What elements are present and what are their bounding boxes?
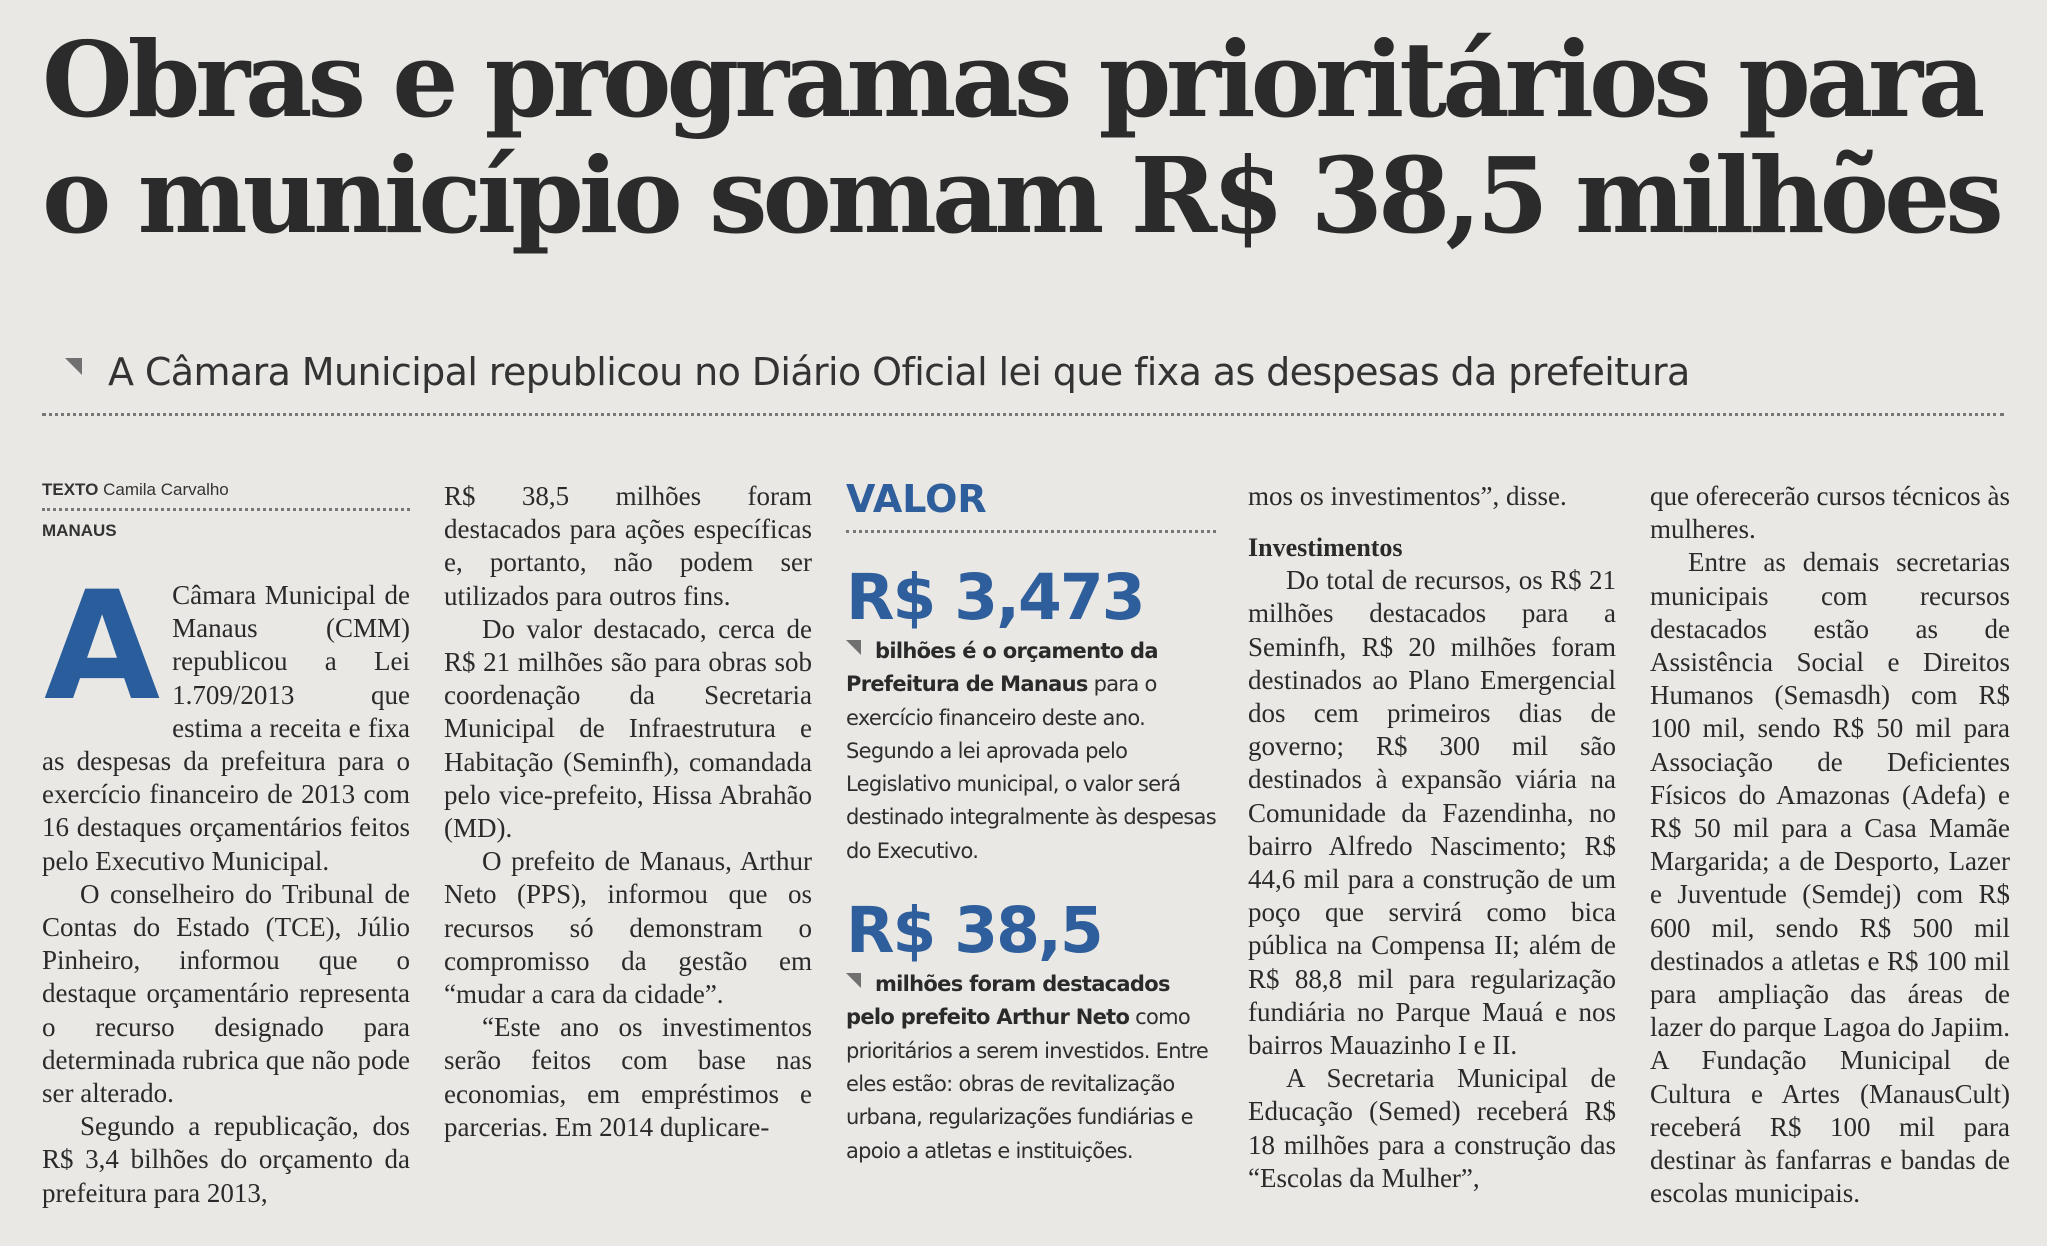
section-heading: Investimentos bbox=[1248, 533, 1403, 563]
article-column-2 bbox=[444, 480, 812, 1144]
headline-line-1: Obras e programas prioritários para bbox=[42, 18, 1981, 141]
paragraph: Entre as demais secretarias municipais com recursos destacados estão as de Assistência Social e Direitos Humanos (Semasdh) com R$ 100 mil, sendo R$ 50 mil para Associação de Deficientes Físicos do Amazonas (Adefa) e R$ 50 mil para a Casa Mamãe Margarida; a de Desporto, Lazer e Juventude (Semdej) com R$ 600 mil, sendo R$ 500 mil destinados a atletas e R$ 100 mil para ampliação das áreas de lazer do parque Lagoa do Japiim. A Fundação Municipal de Cultura e Artes (ManausCult) receberá R$ 100 mil para destinar às fanfarras e bandas de escolas municipais. bbox=[1650, 547, 2010, 1209]
byline bbox=[42, 480, 410, 500]
triangle-bullet-icon bbox=[846, 973, 861, 988]
paragraph: A Câmara Municipal de Manaus (CMM) republicou a Lei 1.709/2013 que estima a receita e fixa as despesas da prefeitura para o exercício financeiro de 2013 com 16 destaques orçamentários feitos pelo Executivo Municipal. bbox=[42, 560, 410, 876]
fact-value-1: R$ 3,473 bbox=[846, 561, 1144, 634]
subheadline bbox=[65, 348, 2025, 396]
sidebar-divider bbox=[846, 530, 1216, 533]
fact-value-2: R$ 38,5 bbox=[846, 894, 1102, 968]
article-column-1 bbox=[42, 480, 410, 1210]
paragraph: Segundo a republicação, dos R$ 3,4 bilhões do orçamento da prefeitura para 2013, bbox=[42, 1111, 410, 1208]
dotted-divider bbox=[42, 413, 2004, 416]
article-column-5 bbox=[1650, 480, 2010, 1210]
byline-label: TEXTO bbox=[42, 480, 99, 499]
triangle-bullet-icon bbox=[65, 358, 82, 375]
headline-line-2: o município somam R$ 38,5 milhões bbox=[42, 134, 1999, 257]
byline-author: Camila Carvalho bbox=[103, 480, 229, 499]
fact-text-2: milhões foram destacados pelo prefeito Arthur Neto como prioritários a serem investidos. Entre eles estão: obras de revitalização urbana, regularizações fundiárias e apoio a atletas e instituições. bbox=[846, 972, 1209, 1163]
paragraph: mos os investimentos”, disse. bbox=[1248, 481, 1567, 511]
article-column-4 bbox=[1248, 480, 1616, 1195]
drop-cap: A bbox=[44, 560, 161, 734]
paragraph: O conselheiro do Tribunal de Contas do Estado (TCE), Júlio Pinheiro, informou que o destaque orçamentário representa o recurso designado para determinada rubrica que não pode ser alterado. bbox=[42, 878, 410, 1109]
byline-divider bbox=[42, 508, 410, 511]
triangle-bullet-icon bbox=[846, 640, 861, 655]
value-sidebar bbox=[846, 478, 1216, 1168]
subheadline-text: A Câmara Municipal republicou no Diário Oficial lei que fixa as despesas da prefeitura bbox=[108, 350, 1690, 394]
paragraph: O prefeito de Manaus, Arthur Neto (PPS), informou que os recursos só demonstram o compromisso da gestão em “mudar a cara da cidade”. bbox=[444, 846, 812, 1010]
paragraph: “Este ano os investimentos serão feitos com base nas economias, em empréstimos e parcerias. Em 2014 duplicare- bbox=[444, 1012, 812, 1142]
headline bbox=[42, 18, 2002, 257]
paragraph: A Secretaria Municipal de Educação (Semed) receberá R$ 18 milhões para a construção das “Escolas da Mulher”, bbox=[1248, 1063, 1616, 1193]
sidebar-label: VALOR bbox=[846, 477, 987, 521]
paragraph: que oferecerão cursos técnicos às mulheres. bbox=[1650, 481, 2010, 545]
dateline-city: MANAUS bbox=[42, 521, 117, 540]
paragraph: Do valor destacado, cerca de R$ 21 milhões são para obras sob coordenação da Secretaria Municipal de Infraestrutura e Habitação (Seminfh), comandada pelo vice-prefeito, Hissa Abrahão (MD). bbox=[444, 613, 812, 844]
paragraph: Do total de recursos, os R$ 21 milhões destacados para a Seminfh, R$ 20 milhões foram destinados ao Plano Emergencial dos cem primeiros dias de governo; R$ 300 mil são destinados à expansão viária na Comunidade da Fazendinha, no bairro Alfredo Nascimento; R$ 44,6 mil para a construção de um poço que servirá como bica pública na Compensa II; além de R$ 88,8 mil para regularização fundiária no Parque Mauá e nos bairros Mauazinho I e II. bbox=[1248, 565, 1616, 1061]
paragraph: R$ 38,5 milhões foram destacados para ações específicas e, portanto, não podem ser utilizados para outros fins. bbox=[444, 481, 812, 611]
fact-text-1: bilhões é o orçamento da Prefeitura de Manaus para o exercício financeiro deste ano. Segundo a lei aprovada pelo Legislativo municipal, o valor será destinado integralmente às despesas do Executivo. bbox=[846, 639, 1216, 863]
